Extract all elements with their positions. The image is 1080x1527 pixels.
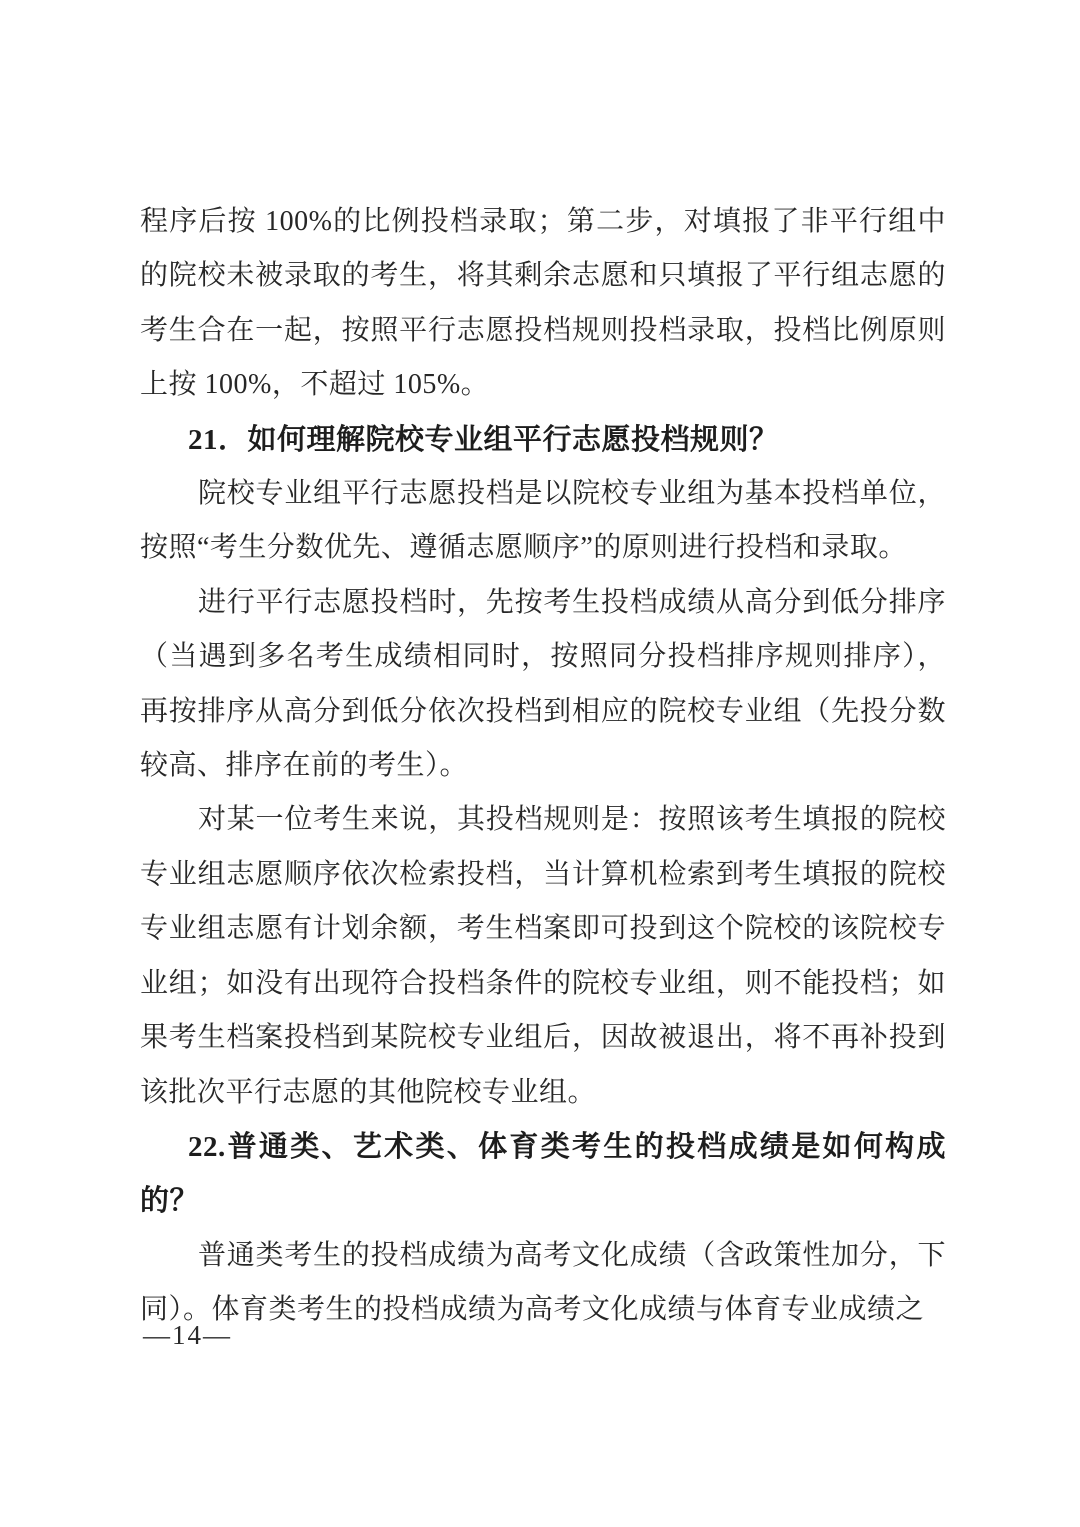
- heading-question-21: 21．如何理解院校专业组平行志愿投档规则？: [188, 423, 779, 456]
- page-number: —14—: [143, 1320, 232, 1350]
- heading-question-22: 22.普通类、艺术类、体育类考生的投档成绩是如何构成的？: [140, 1130, 946, 1218]
- paragraph-q22-score-composition: 普通类考生的投档成绩为高考文化成绩（含政策性加分，下同）。体育类考生的投档成绩为高考文化成绩与体育专业成绩之: [140, 1239, 946, 1326]
- paragraph-q21-per-candidate-rule: 对某一位考生来说，其投档规则是：按照该考生填报的院校专业组志愿顺序依次检索投档，当计算机检索到考生填报的院校专业组志愿有计划余额，考生档案即可投到这个院校的该院校专业组；如没有出现符合投档条件的院校专业组，则不能投档；如果考生档案投档到某院校专业组后，因故被退出，将不再补投到该批次平行志愿的其他院校专业组。: [140, 804, 946, 1108]
- paragraph-step-two-filing-rule: 程序后按 100%的比例投档录取；第二步，对填报了非平行组中的院校未被录取的考生，将其剩余志愿和只填报了平行组志愿的考生合在一起，按照平行志愿投档规则投档录取，投档比例原则上按 100%，不超过 105%。: [140, 206, 946, 401]
- paragraph-q21-sorting-process: 进行平行志愿投档时，先按考生投档成绩从高分到低分排序（当遇到多名考生成绩相同时，按照同分投档排序规则排序），再按排序从高分到低分依次投档到相应的院校专业组（先投分数较高、排序在前的考生）。: [140, 586, 946, 782]
- document-text-block: [140, 195, 946, 1338]
- paragraph-q21-principle: 院校专业组平行志愿投档是以院校专业组为基本投档单位，按照“考生分数优先、遵循志愿顺序”的原则进行投档和录取。: [140, 478, 946, 564]
